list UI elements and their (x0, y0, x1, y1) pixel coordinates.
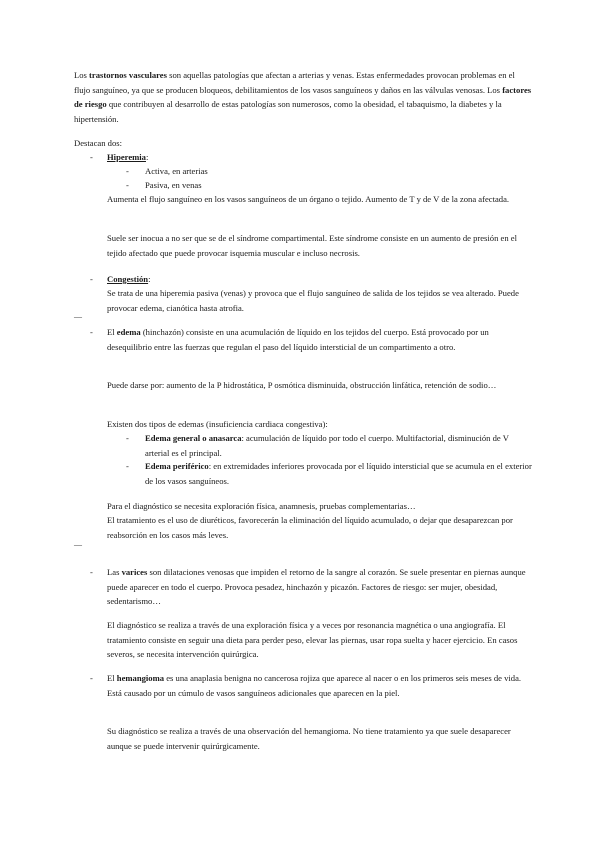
hiperemia-sub-pasiva: Pasiva, en venas (145, 180, 202, 190)
bullet-marker: - (90, 274, 93, 284)
intro-term-factores: factores de riesgo (74, 84, 532, 110)
edema-term: edema (116, 327, 141, 337)
varices-term: varices (121, 567, 148, 577)
bullet-marker: - (90, 327, 93, 337)
edema-paragraph-3: Existen dos tipos de edemas (insuficiencia cardiaca congestiva): (107, 419, 328, 429)
edema-paragraph-5: El tratamiento es el uso de diuréticos, favorecerán la eliminación del líquido acumulado, o dejar que desaparezcan por reabsorción en los casos más leves. (107, 515, 513, 540)
bullet-marker: - (126, 180, 129, 190)
intro-paragraph (74, 68, 532, 126)
congestion-paragraph: Se trata de una hiperemia pasiva (venas) y provoca que el flujo sanguíneo de salida de los tejidos se vea alterado. Puede provocar edema, cianótica hasta atrofia. (107, 288, 519, 313)
section-separator: — (74, 312, 82, 321)
hiperemia-sub-activa: Activa, en arterias (145, 166, 208, 176)
hemangioma-paragraph-1: El hemangioma es una anaplasia benigna no cancerosa rojiza que aparece al nacer o en los primeros seis meses de vida. Está causado por un cúmulo de vasos sanguíneos adicionales que aparecen en la piel. (107, 673, 522, 698)
congestion-term: Congestión (107, 274, 149, 284)
bullet-marker: - (90, 673, 93, 683)
edema-type-periferico: Edema periférico: en extremidades inferiores provocada por el líquido intersticial que se acumula en el exterior de los vasos sanguíneos. (145, 461, 532, 486)
edema-type-periferico-term: Edema periférico (145, 461, 209, 471)
edema-type-general: Edema general o anasarca: acumulación de líquido por todo el cuerpo. Multifactorial, disminución de V arterial es el principal. (145, 433, 509, 458)
hemangioma-term: hemangioma (116, 673, 165, 683)
intro-text: son aquellas patologías que afectan a arterias y venas. Estas enfermedades provocan problemas en el flujo sanguíneo, ya que se producen bloqueos, debilitamientos de los vasos sanguíneos y daños en las válvulas venosas. Los (74, 70, 515, 95)
hiperemia-term: Hiperemia (107, 152, 146, 162)
bullet-marker: - (126, 461, 129, 471)
hemangioma-paragraph-2: Su diagnóstico se realiza a través de una observación del hemangioma. No tiene tratamiento ya que suele desaparecer aunque se puede intervenir quirúrgicamente. (107, 726, 511, 751)
intro-text: Los (74, 70, 90, 80)
intro-text: que contribuyen al desarrollo de estas patologías son numerosos, como la obesidad, el tabaquismo, la diabetes y la hipertensión. (74, 99, 502, 124)
varices-paragraph-1: Las varices son dilataciones venosas que impiden el retorno de la sangre al corazón. Se suele presentar en piernas aunque puede aparecer en todo el cuerpo. Provoca pesadez, hinchazón y picazón. Factores de riesgo: ser mujer, obesidad, sedentarismo… (107, 567, 526, 607)
congestion-heading: Congestión: (107, 274, 151, 284)
edema-paragraph-2: Puede darse por: aumento de la P hidrostática, P osmótica disminuida, obstrucción linfática, retención de sodio… (107, 380, 497, 390)
hiperemia-heading: Hiperemia: (107, 152, 149, 162)
destacan-line: Destacan dos: (74, 138, 122, 148)
bullet-marker: - (126, 433, 129, 443)
bullet-marker: - (126, 166, 129, 176)
intro-term-trastornos: trastornos vasculares (89, 70, 167, 80)
varices-paragraph-2: El diagnóstico se realiza a través de una exploración física y a veces por resonancia magnética o una angiografía. El tratamiento consiste en seguir una dieta para perder peso, elevar las piernas, usar ropa suelta y hacer ejercicio. En casos severos, se necesita intervención quirúrgica. (107, 620, 518, 660)
edema-paragraph-4: Para el diagnóstico se necesita exploración física, anamnesis, pruebas complementarias… (107, 501, 416, 511)
edema-paragraph-1: El edema (hinchazón) consiste en una acumulación de líquido en los tejidos del cuerpo. Está provocado por un desequilibrio entre las fuerzas que regulan el paso del líquido intersticial de un compartimento a otro. (107, 327, 489, 352)
edema-type-general-term: Edema general o anasarca (145, 433, 242, 443)
hiperemia-paragraph-1: Aumenta el flujo sanguíneo en los vasos sanguíneos de un órgano o tejido. Aumento de T y de V de la zona afectada. (107, 194, 510, 204)
section-separator: — (74, 540, 82, 549)
bullet-marker: - (90, 567, 93, 577)
bullet-marker: - (90, 152, 93, 162)
hiperemia-paragraph-2: Suele ser inocua a no ser que se de el síndrome compartimental. Este síndrome consiste en un aumento de presión en el tejido afectado que puede provocar isquemia muscular e incluso necrosis. (107, 233, 517, 258)
